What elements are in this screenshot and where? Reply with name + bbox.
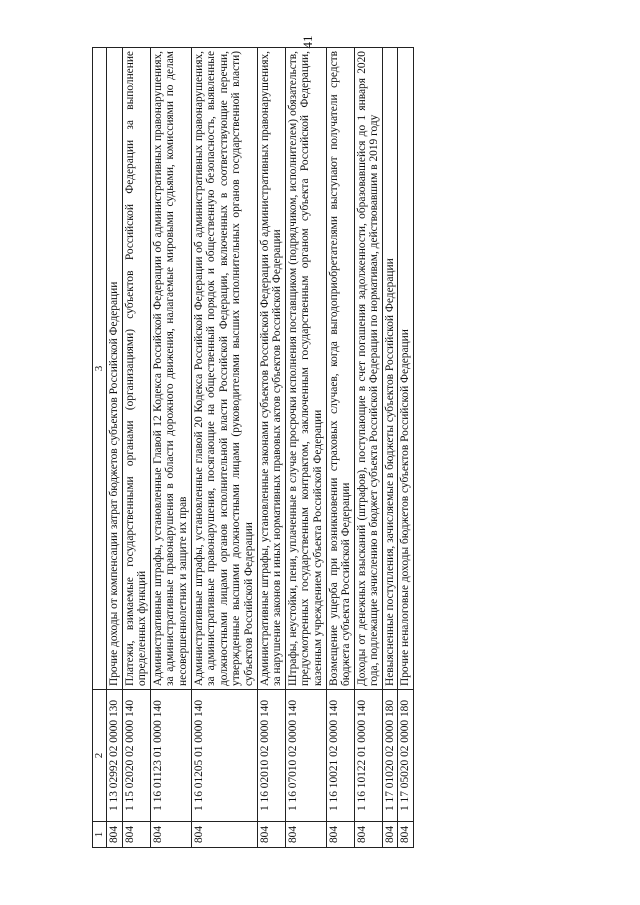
admin-code-cell: 804 [191,822,257,848]
revenue-description-cell: Административные штрафы, установленные Главой 12 Кодекса Российской Федерации об административных правонарушениях, за административные правонарушения в области дорожного движения, налагаемые мировыми судьями, комиссиями по делам несовершеннолетних и защите их прав [150,48,191,690]
budget-classification-code-cell: 1 16 01123 01 0000 140 [150,690,191,822]
table-row [326,48,354,848]
budget-classification-code-cell: 1 13 02992 02 0000 130 [107,690,123,822]
table-row [354,48,382,848]
admin-code-cell: 804 [398,822,414,848]
revenue-codes-table [92,47,414,848]
admin-code-cell: 804 [326,822,354,848]
revenue-description-cell: Прочие неналоговые доходы бюджетов субъектов Российской Федерации [398,48,414,690]
budget-classification-code-cell: 1 16 01205 01 0000 140 [191,690,257,822]
budget-classification-code-cell: 1 16 07010 02 0000 140 [285,690,326,822]
admin-code-cell: 804 [107,822,123,848]
header-cell-3: 3 [93,48,107,690]
rotated-page-content [92,48,532,848]
admin-code-cell: 804 [382,822,398,848]
budget-classification-code-cell: 1 15 02020 02 0000 140 [122,690,150,822]
admin-code-cell: 804 [257,822,285,848]
table-row [398,48,414,848]
header-cell-1: 1 [93,822,107,848]
admin-code-cell: 804 [150,822,191,848]
table-row [382,48,398,848]
revenue-description-cell: Административные штрафы, установленные главой 20 Кодекса Российской Федерации об административных правонарушениях, за административные правонарушения, посягающие на общественный порядок и общественную безопасность, выявленные должностными лицами органов исполнительной власти Российской Федерации, включенных в соответствующие перечни, утвержденные высшими должностными лицами (руководителями высших исполнительных органов государственной власти) субъектов Российской Федерации [191,48,257,690]
revenue-description-cell: Административные штрафы, установленные законами субъектов Российской Федерации об административных правонарушениях, за нарушение законов и иных нормативных правовых актов субъектов Российской Федерации [257,48,285,690]
table-row [122,48,150,848]
budget-classification-code-cell: 1 16 10021 02 0000 140 [326,690,354,822]
revenue-description-cell: Прочие доходы от компенсации затрат бюджетов субъектов Российской Федерации [107,48,123,690]
budget-classification-code-cell: 1 17 05020 02 0000 180 [398,690,414,822]
admin-code-cell: 804 [354,822,382,848]
page-number: 41 [300,35,315,49]
revenue-description-cell: Доходы от денежных взысканий (штрафов), поступающие в счет погашения задолженности, образовавшейся до 1 января 2020 года, подлежащие зачислению в бюджет субъекта Российской Федерации по нормативам, действовавшим в 2019 году [354,48,382,690]
table-row [107,48,123,848]
revenue-description-cell: Невыясненные поступления, зачисляемые в бюджеты субъектов Российской Федерации [382,48,398,690]
revenue-description-cell: Возмещение ущерба при возникновении страховых случаев, когда выгодоприобретателями выступают получатели средств бюджета субъекта Российской Федерации [326,48,354,690]
table-row [285,48,326,848]
budget-classification-code-cell: 1 16 02010 02 0000 140 [257,690,285,822]
budget-classification-code-cell: 1 16 10122 01 0000 140 [354,690,382,822]
budget-classification-code-cell: 1 17 01020 02 0000 180 [382,690,398,822]
table-row [257,48,285,848]
admin-code-cell: 804 [285,822,326,848]
header-cell-2: 2 [93,690,107,822]
revenue-description-cell: Штрафы, неустойки, пени, уплаченные в случае просрочки исполнения поставщиком (подрядчиком, исполнителем) обязательств, предусмотренных государственным контрактом, заключенным государственным органом субъекта Российской Федерации, казенным учреждением субъекта Российской Федерации [285,48,326,690]
revenue-description-cell: Платежи, взимаемые государственными органами (организациями) субъектов Российской Федерации за выполнение определенных функций [122,48,150,690]
table-header-row [93,48,107,848]
table-row [150,48,191,848]
table-row [191,48,257,848]
admin-code-cell: 804 [122,822,150,848]
